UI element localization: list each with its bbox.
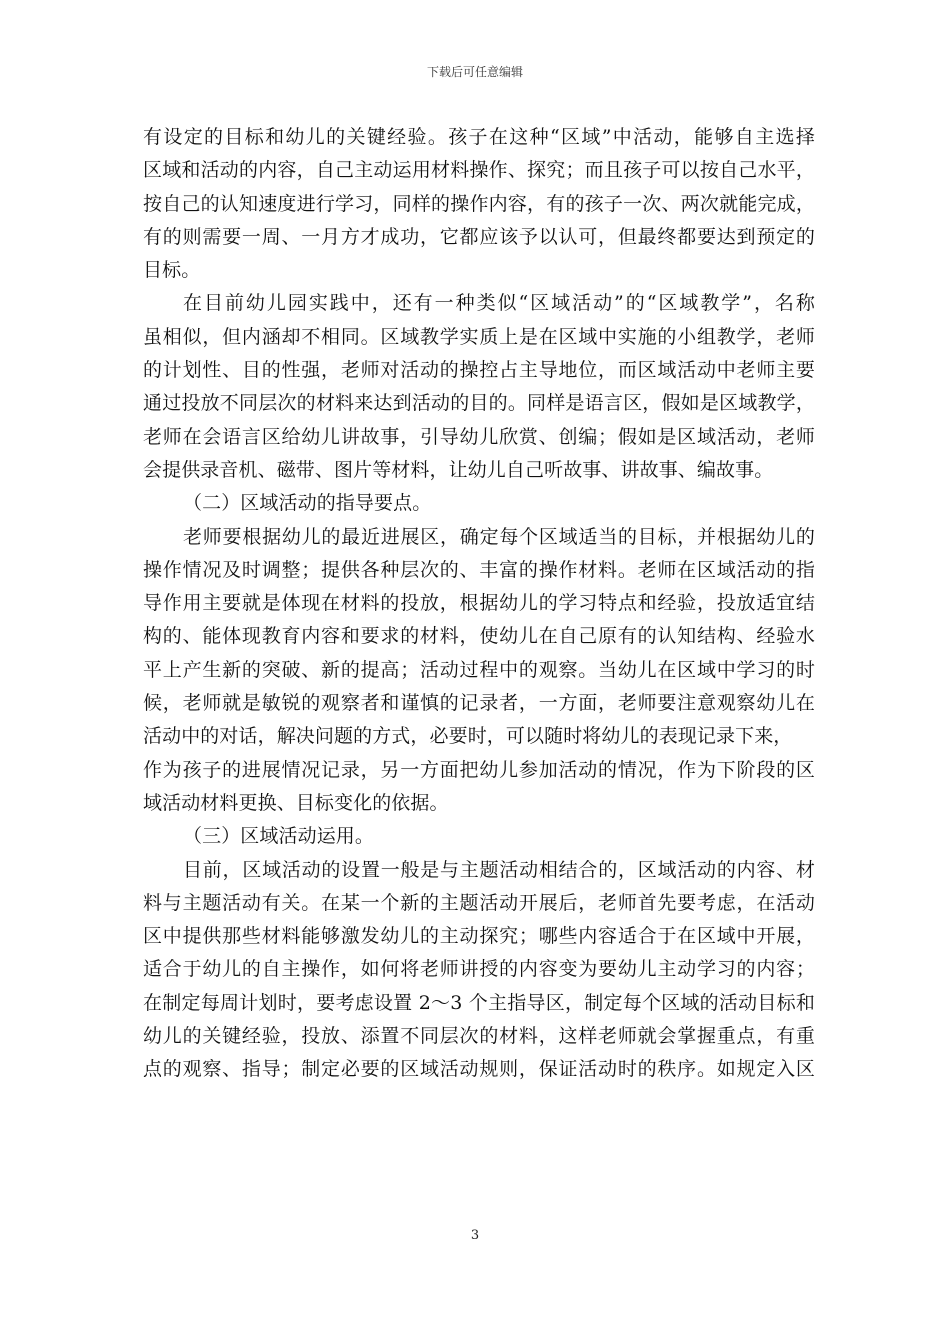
text-line: 按自己的认知速度进行学习，同样的操作内容，有的孩子一次、两次就能完成，: [143, 192, 815, 215]
text-line: 有的则需要一周、一月方才成功，它都应该予以认可，但最终都要达到预定的: [143, 225, 815, 248]
text-line: 操作情况及时调整；提供各种层次的、丰富的操作材料。老师在区域活动的指: [143, 558, 815, 581]
text-line: 构的、能体现教育内容和要求的材料，使幼儿在自己原有的认知结构、经验水: [143, 625, 815, 648]
text-line: 域活动材料更换、目标变化的依据。: [143, 791, 449, 814]
text-line: 区中提供那些材料能够激发幼儿的主动探究；哪些内容适合于在区域中开展，: [143, 925, 815, 948]
text-line: 在目前幼儿园实践中，还有一种类似“区域活动”的“区域教学”，名称: [183, 292, 815, 315]
page-header: 下载后可任意编辑: [426, 65, 523, 79]
text-line: 的计划性、目的性强，老师对活动的操控占主导地位，而区域活动中老师主要: [143, 359, 815, 382]
page-number: 3: [470, 1228, 480, 1243]
section-heading-3: （三）区域活动运用。: [183, 825, 375, 848]
text-line: 导作用主要就是体现在材料的投放，根据幼儿的学习特点和经验，投放适宜结: [143, 592, 815, 615]
text-line: 目标。: [143, 259, 201, 282]
text-line: 适合于幼儿的自主操作，如何将老师讲授的内容变为要幼儿主动学习的内容；: [143, 958, 815, 981]
text-line: 会提供录音机、磁带、图片等材料，让幼儿自己听故事、讲故事、编故事。: [143, 458, 774, 481]
text-line: 老师在会语言区给幼儿讲故事，引导幼儿欣赏、创编；假如是区域活动，老师: [143, 425, 815, 448]
text-line: 活动中的对话，解决问题的方式，必要时，可以随时将幼儿的表现记录下来，: [143, 725, 793, 748]
text-line: 点的观察、指导；制定必要的区域活动规则，保证活动时的秩序。如规定入区: [143, 1058, 815, 1081]
text-line: 料与主题活动有关。在某一个新的主题活动开展后，老师首先要考虑，在活动: [143, 891, 815, 914]
text-line: 平上产生新的突破、新的提高；活动过程中的观察。当幼儿在区域中学习的时: [143, 658, 815, 681]
text-line: 候，老师就是敏锐的观察者和谨慎的记录者，一方面，老师要注意观察幼儿在: [143, 692, 815, 715]
text-line: 幼儿的关键经验，投放、添置不同层次的材料，这样老师就会掌握重点，有重: [143, 1025, 815, 1048]
text-line: 通过投放不同层次的材料来达到活动的目的。同样是语言区，假如是区域教学，: [143, 392, 815, 415]
text-line: 虽相似，但内涵却不相同。区域教学实质上是在区域中实施的小组教学，老师: [143, 325, 815, 348]
section-heading-2: （二）区域活动的指导要点。: [183, 492, 432, 515]
text-line: 作为孩子的进展情况记录，另一方面把幼儿参加活动的情况，作为下阶段的区: [143, 758, 815, 781]
text-line: 老师要根据幼儿的最近进展区，确定每个区域适当的目标，并根据幼儿的: [183, 525, 815, 548]
text-line: 目前，区域活动的设置一般是与主题活动相结合的，区域活动的内容、材: [183, 858, 815, 881]
body-text: [143, 121, 815, 1087]
text-line: 区域和活动的内容，自己主动运用材料操作、探究；而且孩子可以按自己水平，: [143, 159, 815, 182]
text-line: 在制定每周计划时，要考虑设置 2～3 个主指导区，制定每个区域的活动目标和: [143, 991, 815, 1014]
text-line: 有设定的目标和幼儿的关键经验。孩子在这种“区域”中活动，能够自主选择: [143, 126, 815, 148]
